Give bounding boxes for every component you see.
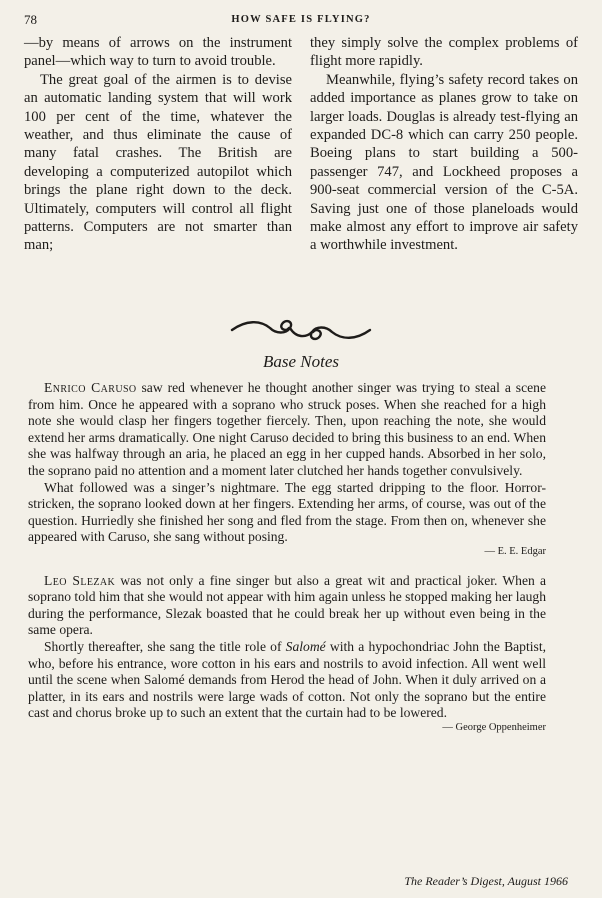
anecdote-credit: — George Oppenheimer [442, 721, 546, 733]
anecdote-text: Shortly thereafter, she sang the title role of [44, 638, 286, 654]
section-title: Base Notes [262, 352, 340, 371]
anecdote-text: was not only a fine singer but also a great wit and practical joker. When a soprano told him that she would not appear with him again unless he stopped making her laugh during the performance, Slezak boasted that he could break her up without even being in the same opera. [28, 572, 546, 638]
scroll-ornament-icon [226, 316, 376, 344]
notes-body [28, 380, 546, 736]
source-footer: The Reader’s Digest, August 1966 [404, 874, 568, 888]
page-header [24, 12, 578, 32]
page-number: 78 [24, 12, 37, 27]
anecdote-caruso [28, 380, 546, 561]
article-paragraph: Meanwhile, flying’s safety record takes on added importance as planes grow to take on larger loads. Douglas is already test-flying an expanded DC-8 which can carry 250 people. Boeing plans to start building a 500-passenger 747, and Lockheed proposes a 900-seat commercial version of the C-5A. Saving just one of those planeloads would make almost any effort to improve air safety a worthwhile investment. [310, 71, 578, 254]
anecdote-lead: Leo Slezak [44, 572, 116, 588]
anecdote-text: with a hypochondriac John the Baptist, who, before his entrance, wore cotton in his ears and nostrils to avoid infection. All went well until the scene when Salomé demands from Herod the head of John. When it duly arrived on a platter, in its ears and nostrils were large wads of cotton. Not only the soprano but the entire cast and chorus broke up to such an extent that the curtain had to be lowered. [28, 638, 546, 721]
anecdote-lead: Enrico Caruso [44, 380, 137, 395]
article-paragraph: they simply solve the complex problems of flight more rapidly. [310, 35, 578, 70]
article-left-column [24, 34, 292, 255]
article-right-column [310, 34, 578, 255]
anecdote-paragraph: What followed was a singer’s nightmare. The egg started dripping to the floor. Horror-stricken, the soprano looked down at her fingers. Extending her arms, of course, was out of the question. Hurriedly she finished her song and fled from the stage. From then on, whenever she appeared with Caruso, she sang without posing. [28, 479, 546, 545]
article-columns [24, 34, 586, 310]
anecdote-credit: — E. E. Edgar [484, 545, 546, 557]
anecdote-paragraph [28, 573, 546, 639]
anecdote-paragraph [28, 380, 546, 480]
article-paragraph: The great goal of the airmen is to devise an automatic landing system that will work 100 per cent of the time, whatever the weather, and thus eliminate the cause of many fatal crashes. The British are developing a computerized autopilot which brings the plane right down to the deck. Ultimately, computers will control all flight patterns. Computers are not smarter than man; [24, 71, 292, 254]
article-paragraph: —by means of arrows on the instrument panel—which way to turn to avoid trouble. [24, 35, 292, 70]
anecdote-text: saw red whenever he thought another singer was trying to steal a scene from him. Once he appeared with a soprano who struck poses. When she reached for a high note she would clasp her fingers together fiercely. Then, upon reaching the note, she would extend her arms dramatically. One night Caruso decided to bring this business to an end. When she was halfway through an aria, he placed an egg in her cupped hands. Absorbed in her solo, the soprano paid no attention and a moment later clutched her hands together convulsively. [28, 380, 546, 478]
opera-title: Salomé [285, 638, 326, 654]
anecdote-paragraph [28, 639, 546, 722]
running-title: HOW SAFE IS FLYING? [231, 14, 371, 25]
anecdote-slezak [28, 573, 546, 737]
